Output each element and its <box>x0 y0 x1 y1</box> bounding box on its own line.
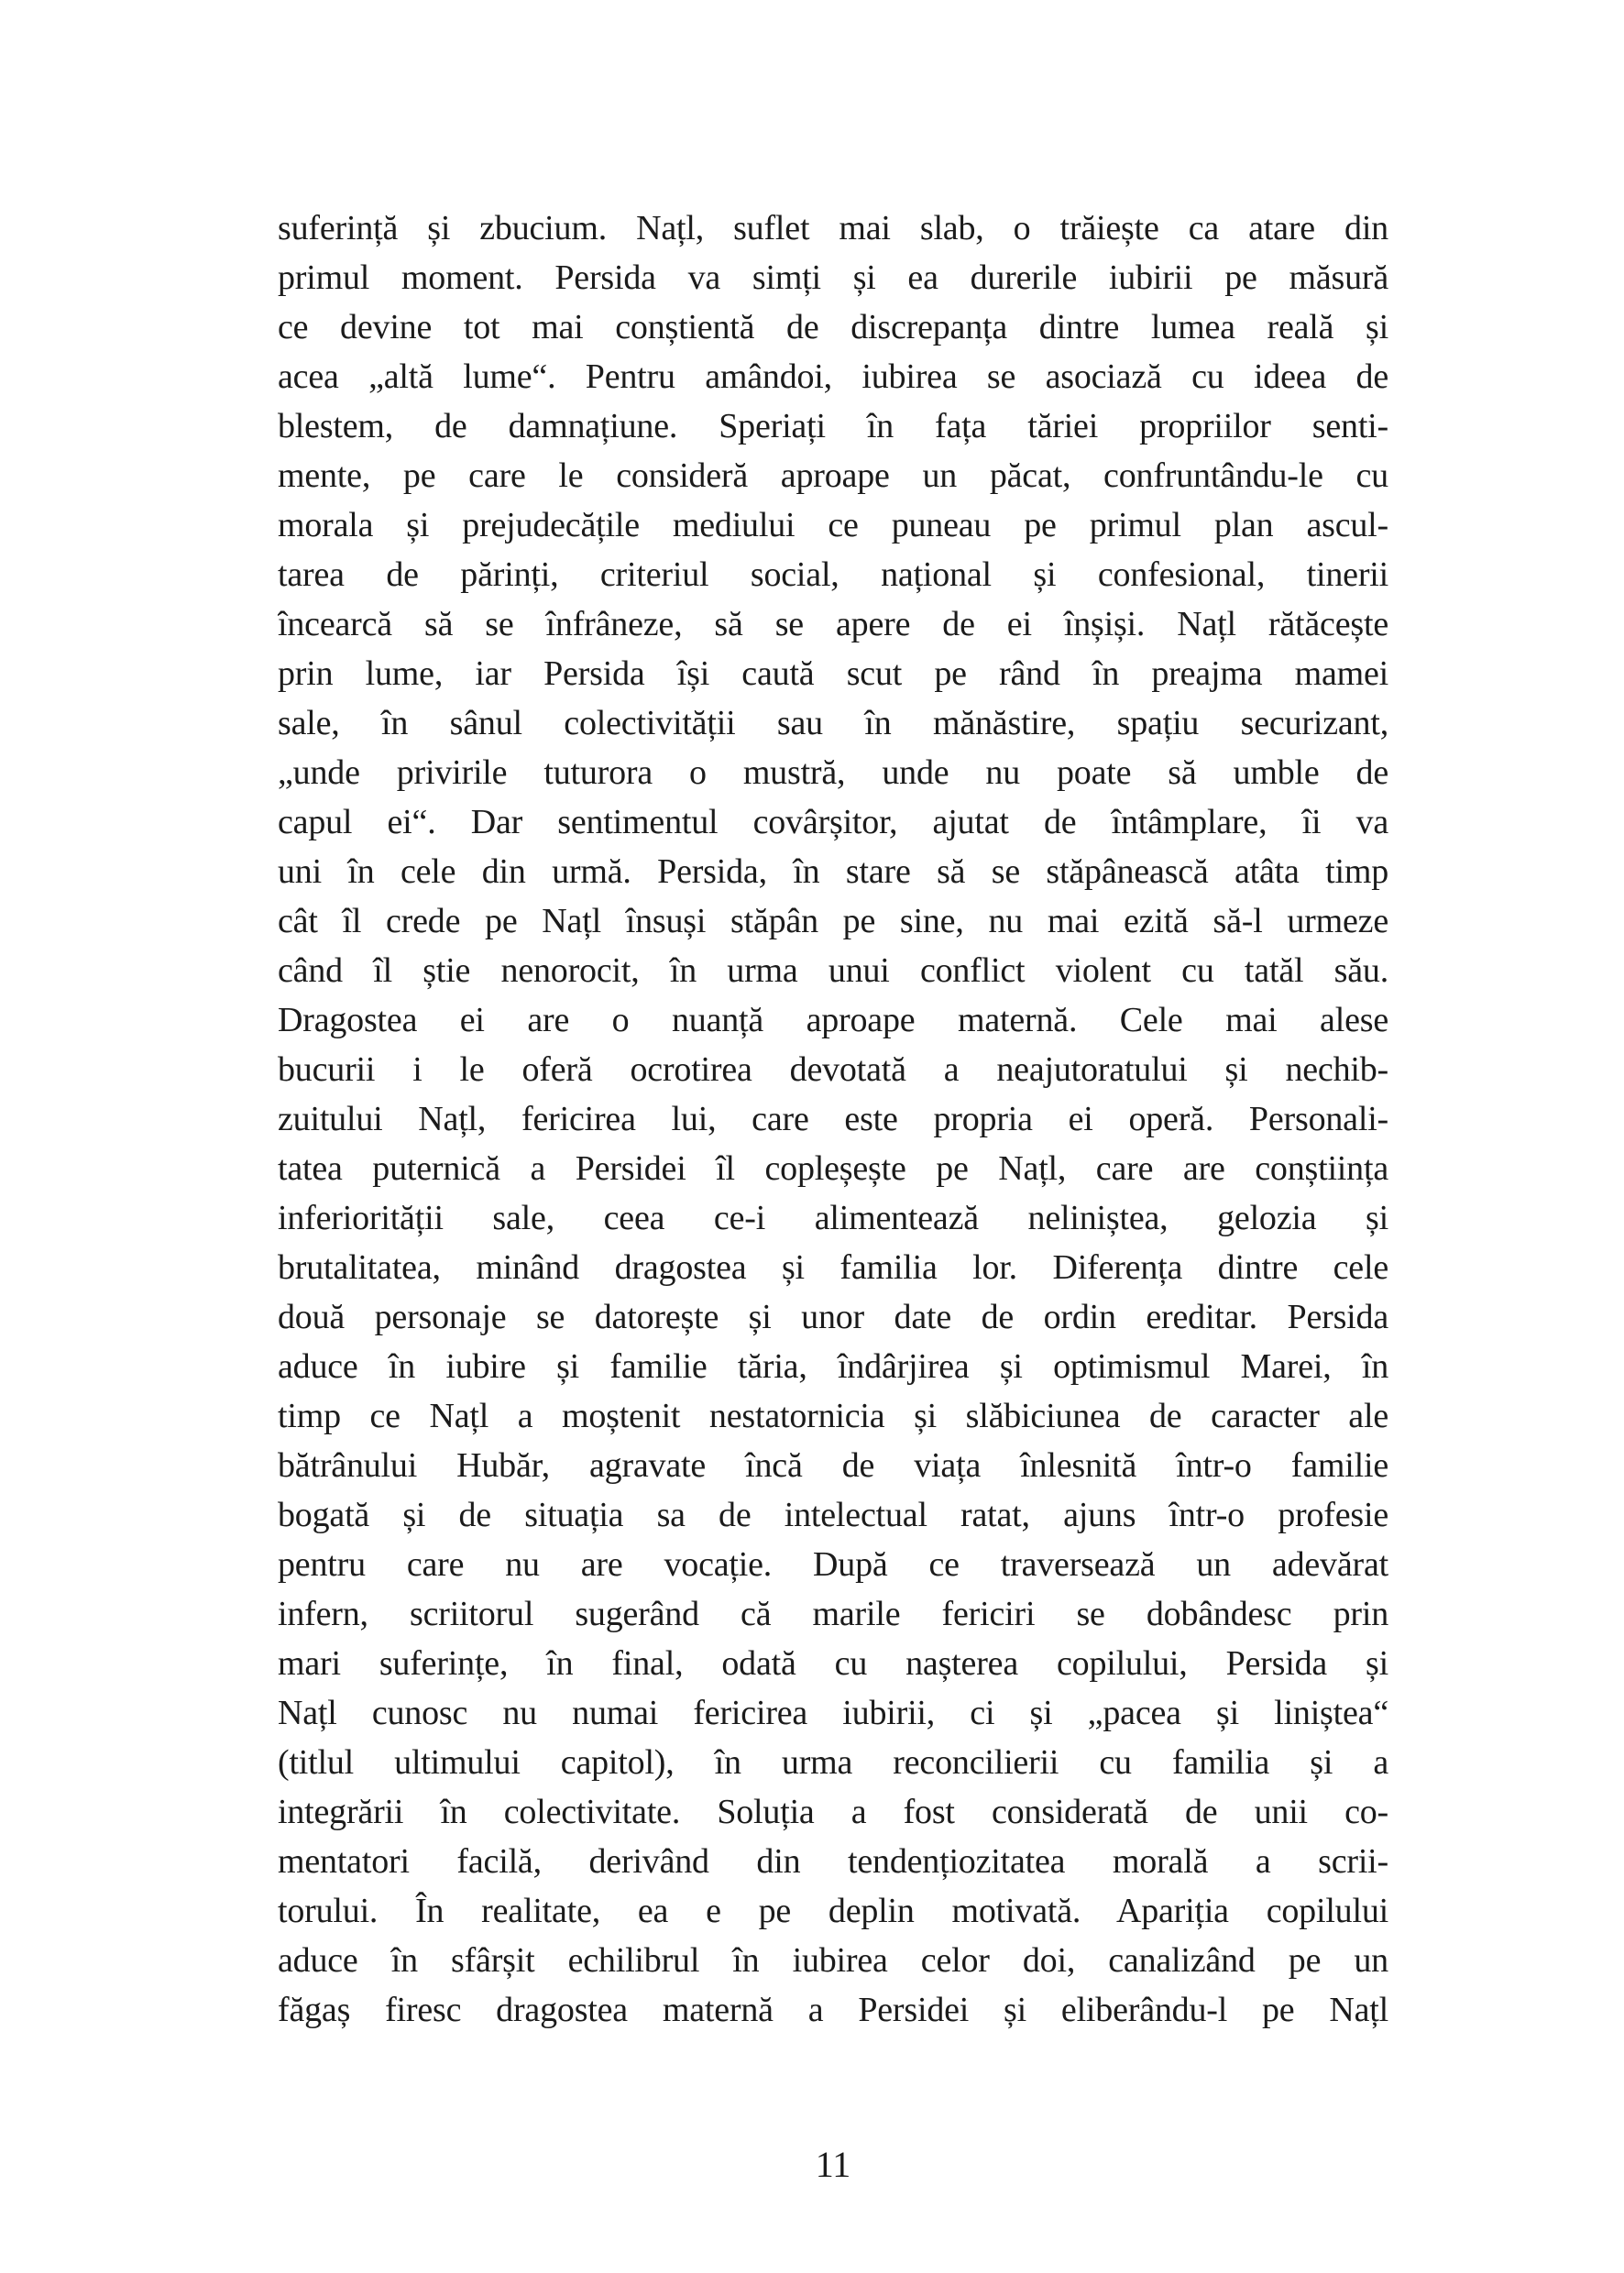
text-line: tarea de părinți, criteriul social, național și confesional, tinerii <box>278 555 1388 594</box>
text-line: timp ce Națl a moștenit nestatornicia și slăbiciunea de caracter ale <box>278 1397 1388 1435</box>
text-line: primul moment. Persida va simți și ea durerile iubirii pe măsură <box>278 258 1388 297</box>
text-line: ce devine tot mai conștientă de discrepanța dintre lumea reală și <box>278 308 1388 346</box>
text-line: două personaje se datorește și unor date de ordin ereditar. Persida <box>278 1298 1388 1336</box>
text-line: (titlul ultimului capitol), în urma reconcilierii cu familia și a <box>278 1743 1388 1782</box>
text-line: aduce în sfârșit echilibrul în iubirea celor doi, canalizând pe un <box>278 1941 1388 1980</box>
text-line: capul ei“. Dar sentimentul covârșitor, ajutat de întâmplare, îi va <box>278 803 1388 841</box>
text-line: mentatori facilă, derivând din tendențiozitatea morală a scrii- <box>278 1842 1388 1881</box>
text-line: mente, pe care le consideră aproape un păcat, confruntându-le cu <box>278 456 1388 495</box>
text-line: când îl știe nenorocit, în urma unui conflict violent cu tatăl său. <box>278 951 1388 990</box>
text-line: bătrânului Hubăr, agravate încă de viața înlesnită într-o familie <box>278 1446 1388 1485</box>
text-line: cât îl crede pe Națl însuși stăpân pe sine, nu mai ezită să-l urmeze <box>278 902 1388 940</box>
body-text <box>278 203 1388 2035</box>
text-line: bogată și de situația sa de intelectual ratat, ajuns într-o profesie <box>278 1496 1388 1534</box>
text-line: suferință și zbucium. Națl, suflet mai slab, o trăiește ca atare din <box>278 209 1388 247</box>
text-line: zuitului Națl, fericirea lui, care este propria ei operă. Personali- <box>278 1100 1388 1138</box>
text-line: torului. În realitate, ea e pe deplin motivată. Apariția copilului <box>278 1892 1388 1930</box>
text-line: blestem, de damnațiune. Speriați în fața tăriei propriilor senti- <box>278 407 1388 445</box>
text-line: aduce în iubire și familie tăria, îndârjirea și optimismul Marei, în <box>278 1347 1388 1386</box>
text-line: mari suferințe, în final, odată cu nașterea copilului, Persida și <box>278 1644 1388 1683</box>
text-line: uni în cele din urmă. Persida, în stare să se stăpânească atâta timp <box>278 852 1388 891</box>
text-line: încearcă să se înfrâneze, să se apere de ei înșiși. Națl rătăcește <box>278 605 1388 643</box>
text-line: morala și prejudecățile mediului ce puneau pe primul plan ascul- <box>278 506 1388 544</box>
text-line: infern, scriitorul sugerând că marile fericiri se dobândesc prin <box>278 1595 1388 1633</box>
text-line: pentru care nu are vocație. După ce traversează un adevărat <box>278 1545 1388 1584</box>
text-line: făgaș firesc dragostea maternă a Persidei și eliberându-l pe Națl <box>278 1991 1388 2029</box>
text-line: sale, în sânul colectivității sau în mănăstire, spațiu securizant, <box>278 704 1388 742</box>
text-line: integrării în colectivitate. Soluția a fost considerată de unii co- <box>278 1793 1388 1831</box>
text-line: inferiorității sale, ceea ce-i alimentează neliniștea, gelozia și <box>278 1199 1388 1237</box>
text-line: „unde privirile tuturora o mustră, unde nu poate să umble de <box>278 753 1388 792</box>
text-line: bucurii i le oferă ocrotirea devotată a neajutoratului și nechib- <box>278 1050 1388 1089</box>
text-line: Dragostea ei are o nuanță aproape maternă. Cele mai alese <box>278 1001 1388 1039</box>
page-number: 11 <box>815 2144 851 2185</box>
text-line: Națl cunosc nu numai fericirea iubirii, ci și „pacea și liniștea“ <box>278 1694 1388 1732</box>
text-line: brutalitatea, minând dragostea și familia lor. Diferența dintre cele <box>278 1248 1388 1287</box>
text-line: prin lume, iar Persida își caută scut pe rând în preajma mamei <box>278 654 1388 693</box>
text-line: acea „altă lume“. Pentru amândoi, iubirea se asociază cu ideea de <box>278 357 1388 396</box>
text-line: tatea puternică a Persidei îl copleșește pe Națl, care are conștiința <box>278 1149 1388 1188</box>
